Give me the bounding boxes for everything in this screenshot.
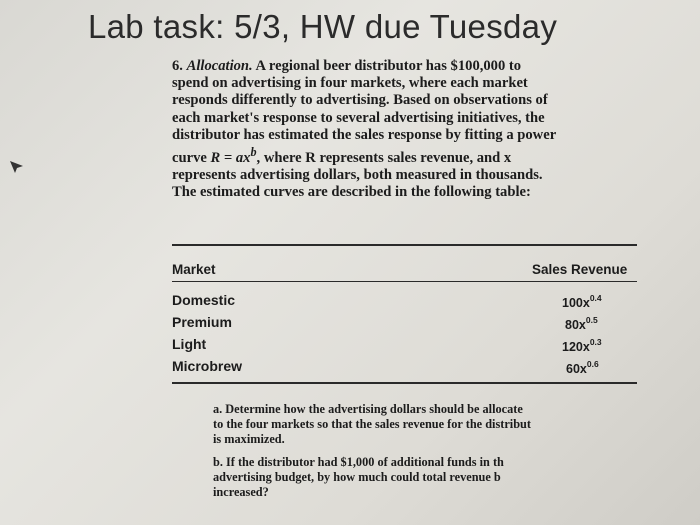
- curve-formula: R = ax: [210, 149, 251, 166]
- problem-statement: [172, 58, 637, 201]
- table-top-rule: [172, 244, 637, 246]
- table-row-sales: $60x^{0.6}$: [566, 359, 599, 376]
- problem-number: 6.: [172, 58, 183, 74]
- problem-line-7: represents advertising dollars, both measured in thousands.: [172, 167, 543, 184]
- problem-line-3: responds differently to advertising. Based on observations of: [172, 92, 548, 109]
- problem-text-1: A regional beer distributor has $100,000 to: [252, 58, 522, 74]
- mouse-cursor-icon: [9, 160, 25, 174]
- table-header-rule: [172, 281, 637, 282]
- table-row-sales: $80x^{0.5}$: [565, 315, 598, 332]
- curve-exponent: b: [250, 145, 257, 160]
- table-row-market: Premium: [172, 314, 232, 330]
- table-row-sales: $120x^{0.3}$: [562, 337, 602, 354]
- problem-line-4: each market's response to several advertising initiatives, the: [172, 109, 545, 126]
- question-a-line: a. Determine how the advertising dollars should be allocate: [213, 402, 523, 416]
- table-header-sales-revenue: Sales Revenue: [532, 262, 628, 277]
- curve-prefix: curve: [172, 149, 211, 166]
- question-a-line: is maximized.: [213, 432, 285, 446]
- question-b-line: b. If the distributor had $1,000 of additional funds in th: [213, 455, 504, 469]
- table-bottom-rule: [172, 382, 637, 384]
- table-row-sales: $100x^{0.4}$: [562, 293, 602, 310]
- question-b: [213, 455, 573, 500]
- table-row-market: Light: [172, 336, 207, 352]
- question-b-line: advertising budget, by how much could total revenue b: [213, 470, 501, 484]
- question-b-line: increased?: [213, 485, 269, 499]
- problem-line-6: [172, 144, 637, 167]
- question-a-line: to the four markets so that the sales revenue for the distribut: [213, 417, 531, 431]
- problem-line-1: [172, 58, 637, 75]
- curve-suffix: , where R represents sales revenue, and x: [256, 149, 512, 166]
- question-a: [213, 402, 573, 447]
- problem-line-8: The estimated curves are described in the following table:: [172, 184, 531, 201]
- table-row-market: Microbrew: [172, 358, 243, 374]
- problem-line-2: spend on advertising in four markets, where each market: [172, 75, 528, 92]
- problem-line-5: distributor has estimated the sales response by fitting a power: [172, 126, 557, 143]
- table-row-market: Domestic: [172, 292, 236, 308]
- page-title: Lab task: 5/3, HW due Tuesday: [88, 8, 558, 45]
- problem-heading: Allocation.: [186, 58, 253, 74]
- table-header-market: Market: [172, 262, 216, 277]
